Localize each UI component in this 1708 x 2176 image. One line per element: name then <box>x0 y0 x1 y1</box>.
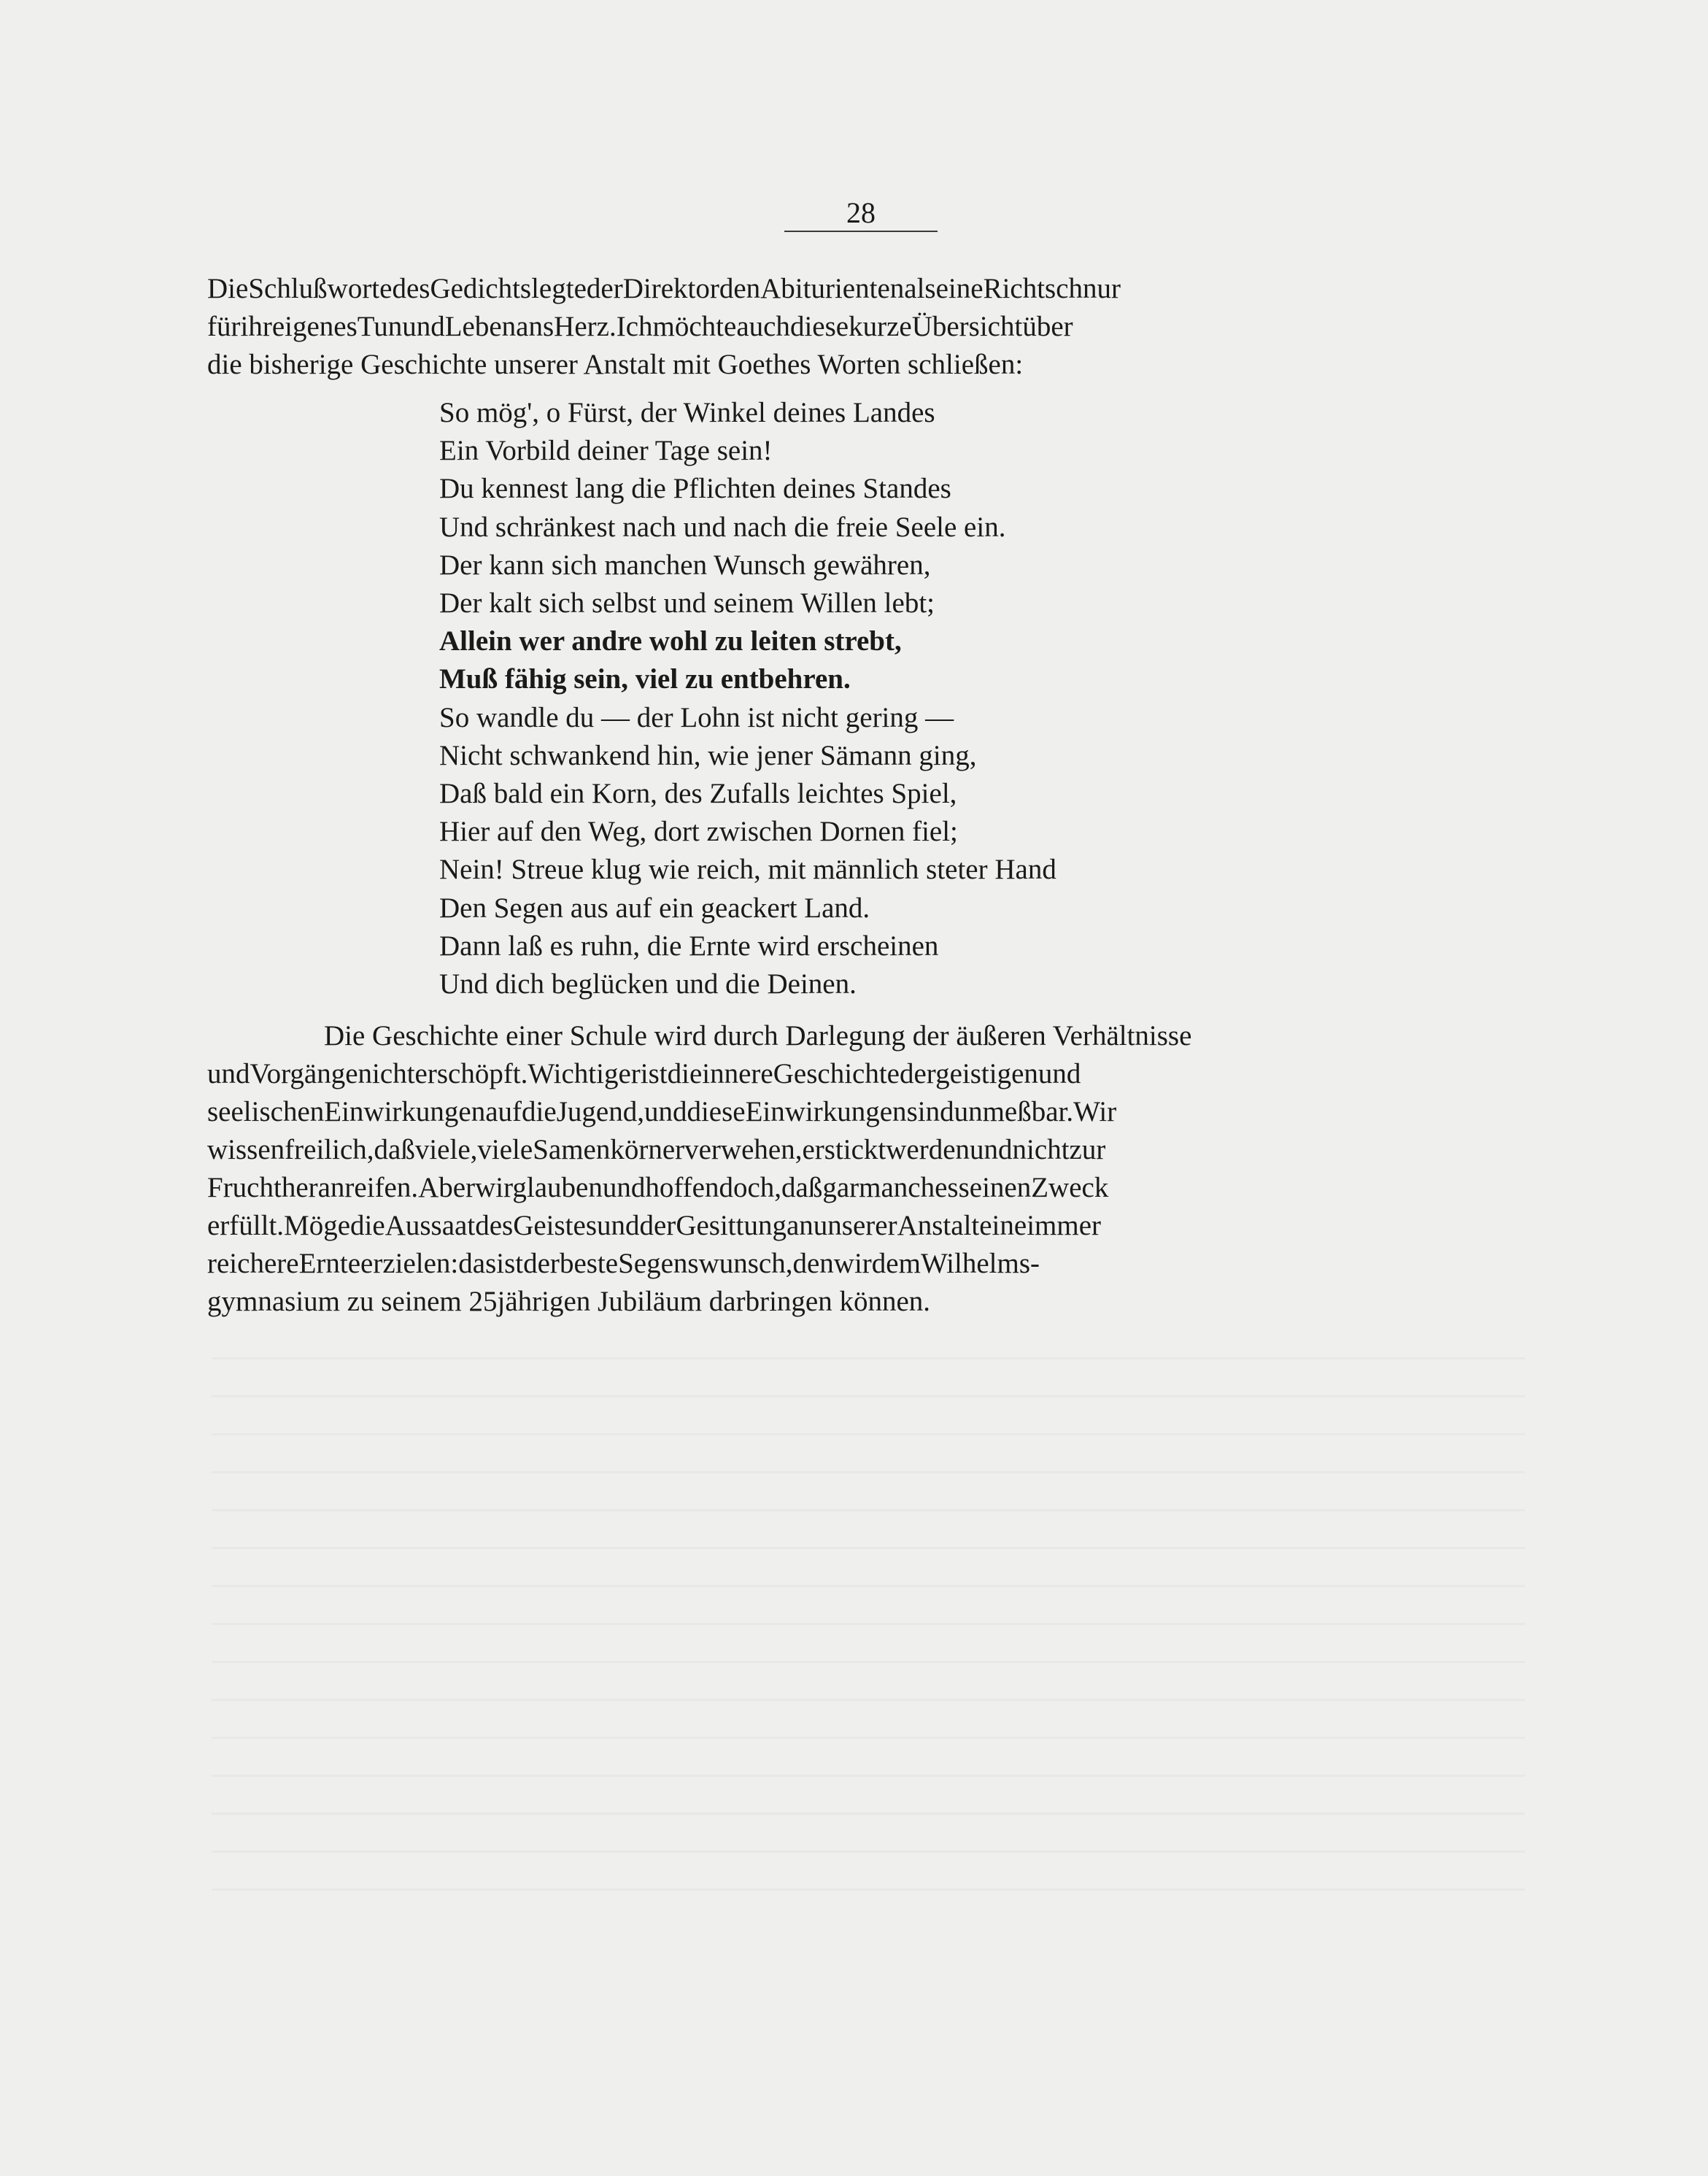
poem-verse: Und schränkest nach und nach die freie Seele ein. <box>439 511 1006 543</box>
poem-verse-bold: Allein wer andre wohl zu leiten strebt, <box>439 625 902 657</box>
closing-paragraph <box>207 1017 1520 1321</box>
closing-line: undVorgängenichterschöpft.WichtigeristdieinnereGeschichtedergeistigenund <box>207 1058 1081 1089</box>
closing-line: gymnasium zu seinem 25jährigen Jubiläum darbringen können. <box>207 1286 931 1317</box>
poem-verse: So mög', o Fürst, der Winkel deines Landes <box>439 397 935 428</box>
intro-line: die bisherige Geschichte unserer Anstalt mit Goethes Worten schließen: <box>207 349 1024 380</box>
closing-line: seelischenEinwirkungenaufdieJugend,unddieseEinwirkungensindunmeßbar.Wir <box>207 1096 1117 1127</box>
intro-paragraph <box>207 270 1520 384</box>
goethe-poem <box>439 394 1242 1003</box>
poem-verse: Den Segen aus auf ein geackert Land. <box>439 892 870 924</box>
poem-verse: Hier auf den Weg, dort zwischen Dornen fiel; <box>439 816 958 848</box>
intro-line: DieSchlußwortedesGedichtslegtederDirektordenAbiturientenalseineRichtschnur <box>207 273 1121 304</box>
closing-line: reichereErnteerzielen:dasistderbesteSegenswunsch,denwirdemWilhelms- <box>207 1248 1040 1279</box>
closing-line: wissenfreilich,daßviele,vieleSamenkörnerverwehen,ersticktwerdenundnichtzur <box>207 1134 1106 1165</box>
poem-verse: Und dich beglücken und die Deinen. <box>439 968 857 1000</box>
poem-verse: Der kann sich manchen Wunsch gewähren, <box>439 549 931 581</box>
poem-verse: Nein! Streue klug wie reich, mit männlich steter Hand <box>439 854 1056 886</box>
poem-verse: Dann laß es ruhn, die Ernte wird erscheinen <box>439 930 939 962</box>
closing-line: Die Geschichte einer Schule wird durch Darlegung der äußeren Verhältnisse <box>324 1020 1192 1052</box>
poem-verse: Der kalt sich selbst und seinem Willen lebt; <box>439 587 935 620</box>
intro-line: fürihreigenesTunundLebenansHerz.IchmöchteauchdiesekurzeÜbersichtüber <box>207 311 1073 342</box>
poem-verse: So wandle du — der Lohn ist nicht gering — <box>439 701 954 733</box>
poem-verse: Du kennest lang die Pflichten deines Standes <box>439 473 951 505</box>
poem-verse: Ein Vorbild deiner Tage sein! <box>439 435 773 467</box>
poem-verse-bold: Muß fähig sein, viel zu entbehren. <box>439 663 851 695</box>
poem-verse: Nicht schwankend hin, wie jener Sämann ging, <box>439 739 977 771</box>
poem-verse: Daß bald ein Korn, des Zufalls leichtes Spiel, <box>439 778 957 810</box>
page-number-rule <box>784 231 938 232</box>
closing-line: Fruchtheranreifen.Aberwirglaubenundhoffendoch,daßgarmanchesseinenZweck <box>207 1172 1109 1203</box>
page-number: 28 <box>846 196 876 229</box>
show-through-background <box>212 1357 1525 1926</box>
closing-line: erfüllt.MögedieAussaatdesGeistesundderGesittunganunsererAnstalteineimmer <box>207 1210 1102 1241</box>
